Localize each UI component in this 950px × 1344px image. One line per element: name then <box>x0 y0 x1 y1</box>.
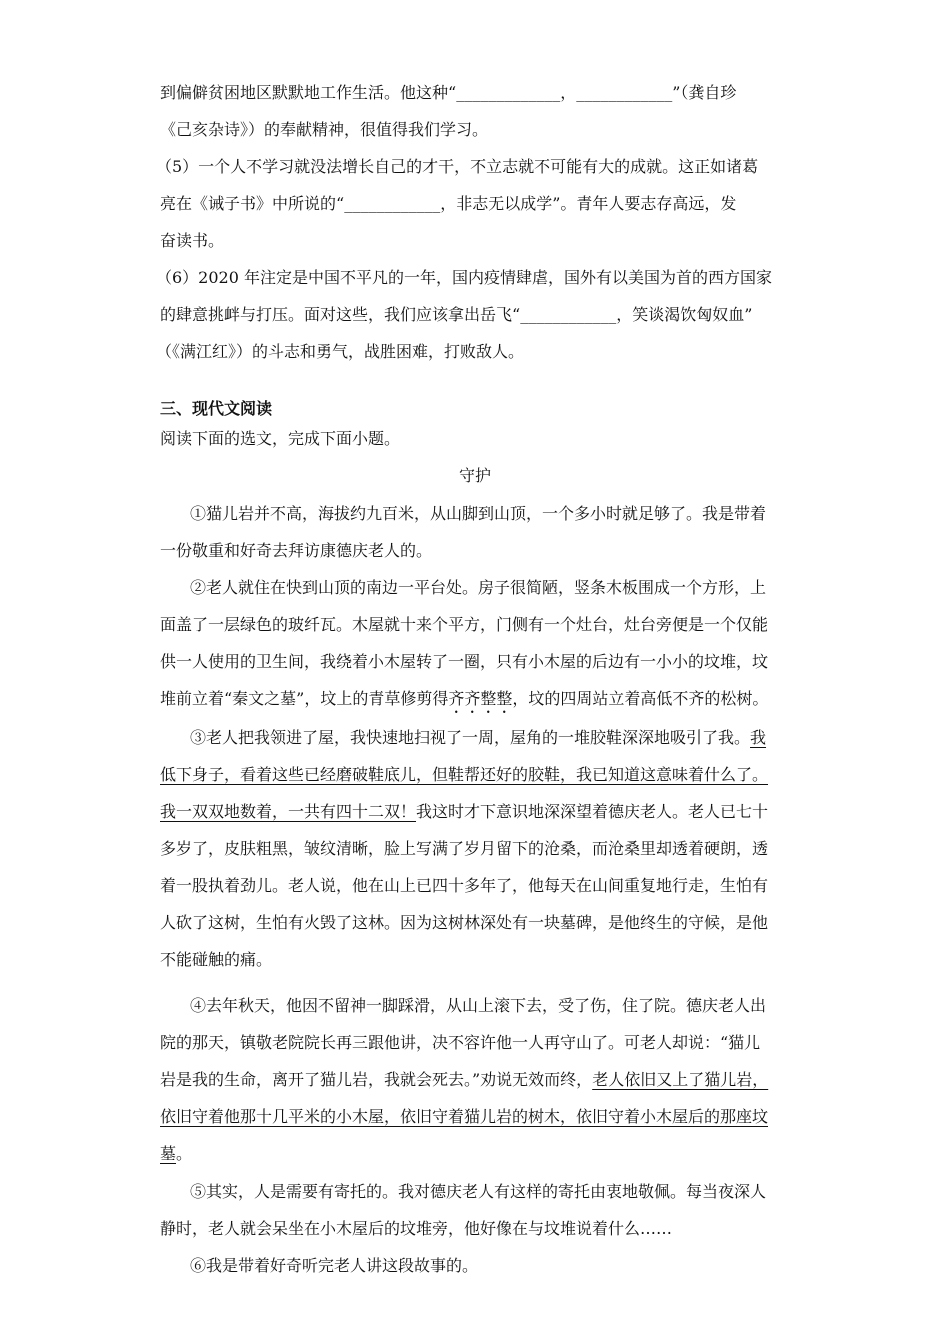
para3-line6: 人砍了这树，生怕有火毁了这林。因为这树林深处有一块墓碑，是他终生的守候，是他 <box>160 913 769 932</box>
text-segment: ，非志无以成学”。青年人要志存高远，发 <box>440 194 737 213</box>
text-segment: ③老人把我领进了屋，我快速地扫视了一周，屋角的一堆胶鞋深深地吸引了我。 <box>190 728 751 747</box>
para4-line3 <box>160 1061 792 1098</box>
text-segment: 的肆意挑衅与打压。面对这些，我们应该拿出岳飞“ <box>160 305 521 324</box>
item4-line2: 《己亥杂诗》）的奉献精神，很值得我们学习。 <box>160 120 489 139</box>
item5-line2 <box>160 185 792 222</box>
text-segment: 到偏僻贫困地区默默地工作生活。他这种“ <box>160 83 457 102</box>
para1-line2: 一份敬重和好奇去拜访康德庆老人的。 <box>160 541 433 560</box>
text-segment: ， <box>560 83 577 102</box>
item5-line3: 奋读书。 <box>160 231 225 250</box>
item5-line1: （5）一个人不学习就没法增长自己的才干，不立志就不可能有大的成就。这正如诸葛 <box>156 157 759 176</box>
item4-line1 <box>160 74 792 111</box>
answer-blank-2: ____________ <box>576 83 673 102</box>
para6-line1: ⑥我是带着好奇听完老人讲这段故事的。 <box>190 1256 479 1275</box>
underlined-text: 我一双双地数着，一共有四十二双！ <box>160 802 417 821</box>
text-segment: 。 <box>176 1144 193 1163</box>
text-segment: 亮在《诫子书》中所说的“ <box>160 194 345 213</box>
text-segment: 我这时才下意识地深深望着德庆老人。老人已七十 <box>416 802 769 821</box>
para4-line4-underlined: 依旧守着他那十几平米的小木屋，依旧守着猫儿岩的树木，依旧守着小木屋后的那座坟 <box>160 1107 769 1126</box>
item6-line1: （6）2020 年注定是中国不平凡的一年，国内疫情肆虐，国外有以美国为首的西方国家 <box>156 268 772 287</box>
underlined-text: 我 <box>750 728 767 747</box>
answer-blank: ____________ <box>520 305 617 324</box>
para2-line3: 供一人使用的卫生间，我绕着小木屋转了一圈，只有小木屋的后边有一小小的坟堆，坟 <box>160 652 769 671</box>
para3-line4: 多岁了，皮肤粗黑，皱纹清晰，脸上写满了岁月留下的沧桑，而沧桑里却透着硬朗，透 <box>160 839 769 858</box>
answer-blank-1: _____________ <box>456 83 561 102</box>
item6-line3: （《满江红》）的斗志和勇气，战胜困难，打败敌人。 <box>156 342 525 361</box>
text-segment: ，笑谈渴饮匈奴血” <box>616 305 753 324</box>
text-segment: 岩是我的生命，离开了猫儿岩，我就会死去。”劝说无效而终， <box>160 1070 593 1089</box>
answer-blank: ____________ <box>344 194 441 213</box>
para3-line3 <box>160 793 792 830</box>
para3-line7: 不能碰触的痛。 <box>160 950 273 969</box>
para3-line5: 着一股执着劲儿。老人说，他在山上已四十多年了，他每天在山间重复地行走，生怕有 <box>160 876 769 895</box>
text-segment: ，坟的四周站立着高低不齐的松树。 <box>512 689 769 708</box>
para5-line2: 静时，老人就会呆坐在小木屋后的坟堆旁，他好像在与坟堆说着什么…… <box>160 1219 673 1238</box>
text-segment: 堆前立着“秦文之墓”，坟上的青草修剪得 <box>160 689 449 708</box>
text-segment: ”（龚自珍 <box>672 83 737 102</box>
para3-line2-underlined: 低下身子，看着这些已经磨破鞋底儿，但鞋帮还好的胶鞋，我已知道这意味着什么了。 <box>160 765 769 784</box>
para4-line2: 院的那天，镇敬老院院长再三跟他讲，决不容许他一人再守山了。可老人却说：“猫儿 <box>160 1033 761 1052</box>
para4-line1: ④去年秋天，他因不留神一脚踩滑，从山上滚下去，受了伤，住了院。德庆老人出 <box>190 996 767 1015</box>
item6-line2 <box>160 296 792 333</box>
para3-line1 <box>190 719 822 756</box>
para1-line1: ①猫儿岩并不高，海拔约九百米，从山脚到山顶，一个多小时就足够了。我是带着 <box>190 504 767 523</box>
emphasis-dotted-text: 齐齐整整 <box>448 689 513 708</box>
para2-line2: 面盖了一层绿色的玻纤瓦。木屋就十来个平方，门侧有一个灶台，灶台旁便是一个仅能 <box>160 615 769 634</box>
underlined-text: 老人依旧又上了猫儿岩， <box>592 1070 769 1089</box>
section-heading: 三、现代文阅读 <box>160 399 273 418</box>
underlined-text: 墓 <box>160 1144 177 1163</box>
section-instruction: 阅读下面的选文，完成下面小题。 <box>160 429 401 448</box>
para2-line1: ②老人就住在快到山顶的南边一平台处。房子很简陋，竖条木板围成一个方形，上 <box>190 578 767 597</box>
para4-line5 <box>160 1135 792 1172</box>
para5-line1: ⑤其实，人是需要有寄托的。我对德庆老人有这样的寄托由衷地敬佩。每当夜深人 <box>190 1182 767 1201</box>
para2-line4 <box>160 680 792 717</box>
passage-title: 守护 <box>458 466 491 485</box>
